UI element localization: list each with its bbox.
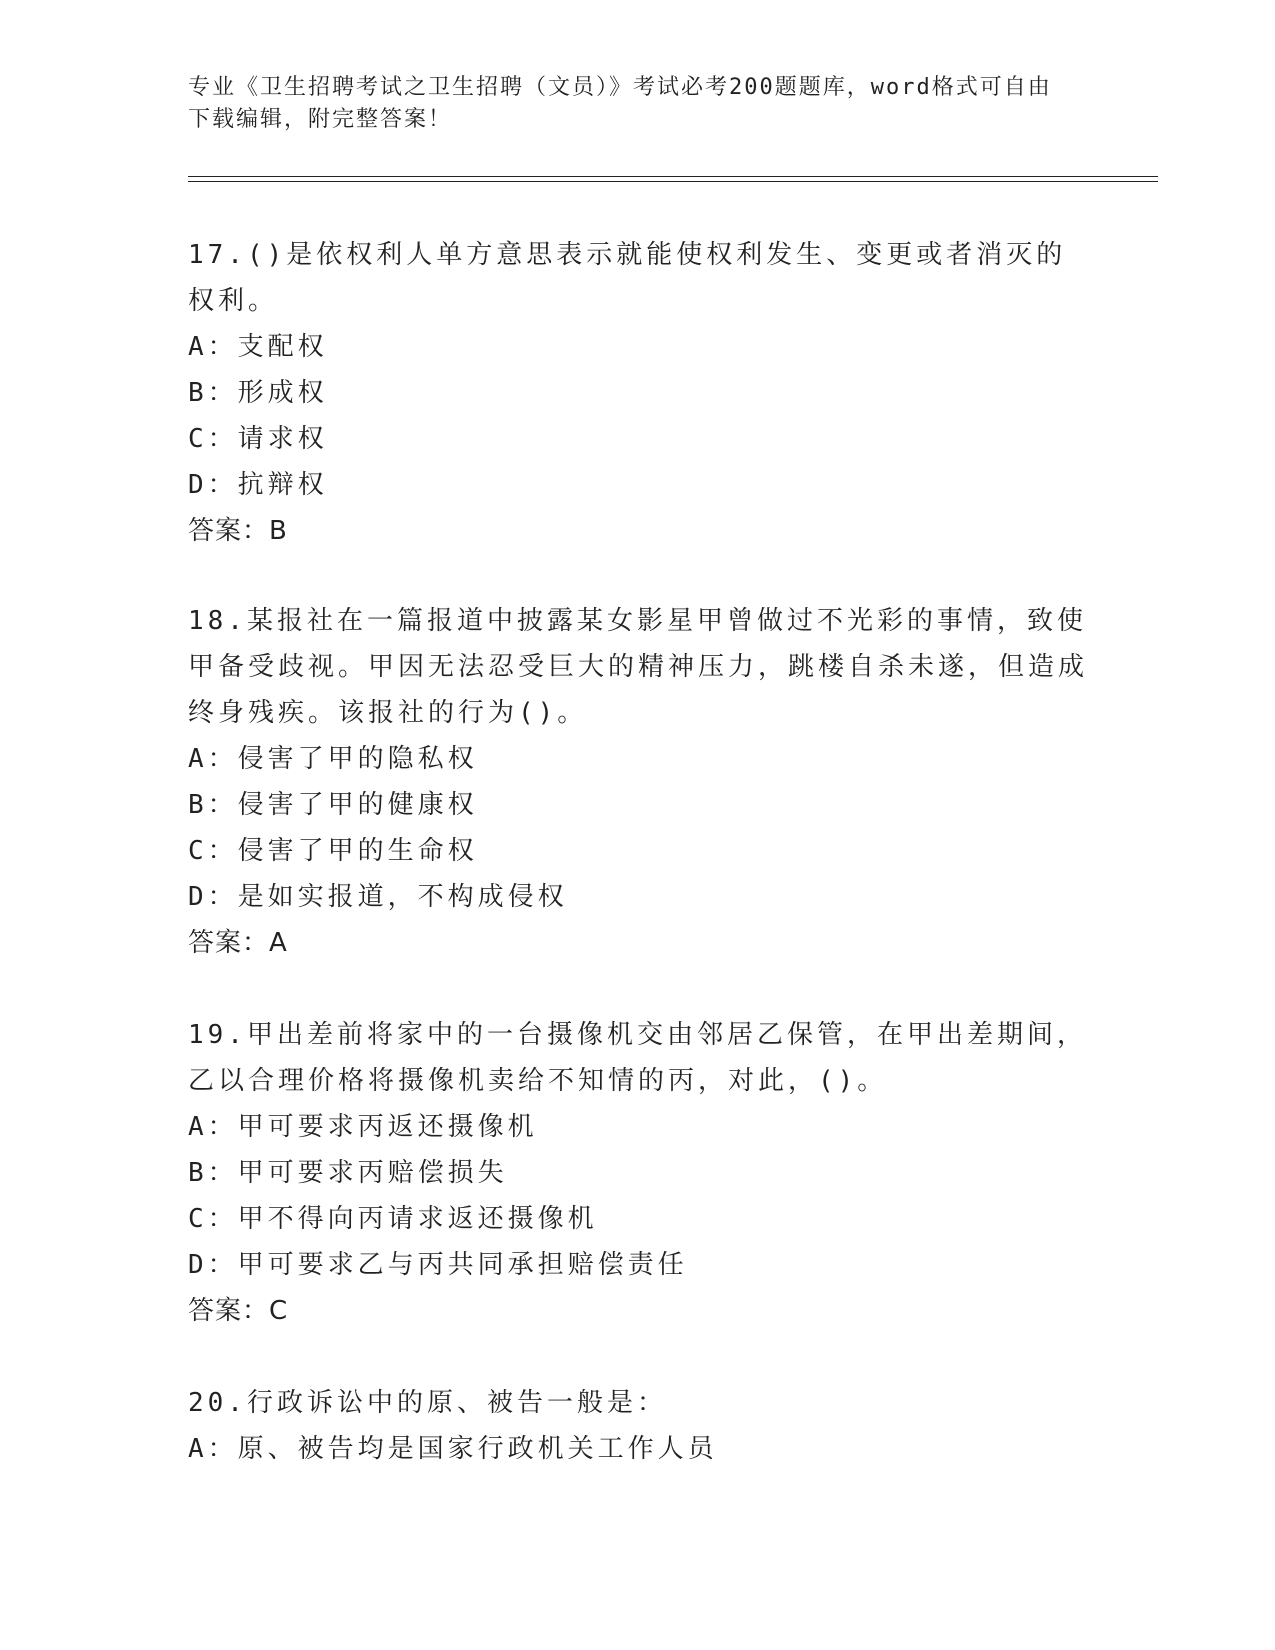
document-header [188, 72, 1068, 136]
question-stem: 18.某报社在一篇报道中披露某女影星甲曾做过不光彩的事情，致使甲备受歧视。甲因无法忍受巨大的精神压力，跳楼自杀未遂，但造成终身残疾。该报社的行为()。 [188, 606, 1089, 728]
answer: 答案：B [188, 516, 288, 546]
option-d: D：是如实报道，不构成侵权 [188, 882, 568, 912]
option-a: A：侵害了甲的隐私权 [188, 744, 478, 774]
header-divider-top [188, 176, 1158, 177]
option-d: D：抗辩权 [188, 470, 328, 500]
option-d: D：甲可要求乙与丙共同承担赔偿责任 [188, 1250, 688, 1280]
option-a: A：原、被告均是国家行政机关工作人员 [188, 1434, 718, 1464]
header-text: 专业《卫生招聘考试之卫生招聘（文员）》考试必考200题题库，word格式可自由下载编辑，附完整答案！ [188, 75, 1052, 132]
option-c: C：侵害了甲的生命权 [188, 836, 478, 866]
option-b: B：侵害了甲的健康权 [188, 790, 478, 820]
question-19 [188, 1012, 1088, 1334]
question-20 [188, 1380, 1088, 1472]
option-c: C：请求权 [188, 424, 328, 454]
option-a: A：支配权 [188, 332, 328, 362]
question-stem: 17.()是依权利人单方意思表示就能使权利发生、变更或者消灭的权利。 [188, 240, 1067, 316]
question-stem: 20.行政诉讼中的原、被告一般是： [188, 1388, 667, 1418]
question-17 [188, 232, 1088, 554]
answer: 答案：A [188, 928, 288, 958]
question-stem: 19.甲出差前将家中的一台摄像机交由邻居乙保管，在甲出差期间，乙以合理价格将摄像机卖给不知情的丙，对此，()。 [188, 1020, 1087, 1096]
option-a: A：甲可要求丙返还摄像机 [188, 1112, 538, 1142]
option-b: B：形成权 [188, 378, 328, 408]
question-18 [188, 598, 1088, 966]
option-b: B：甲可要求丙赔偿损失 [188, 1158, 508, 1188]
option-c: C：甲不得向丙请求返还摄像机 [188, 1204, 598, 1234]
header-divider-bottom [188, 181, 1158, 182]
answer: 答案：C [188, 1296, 289, 1326]
